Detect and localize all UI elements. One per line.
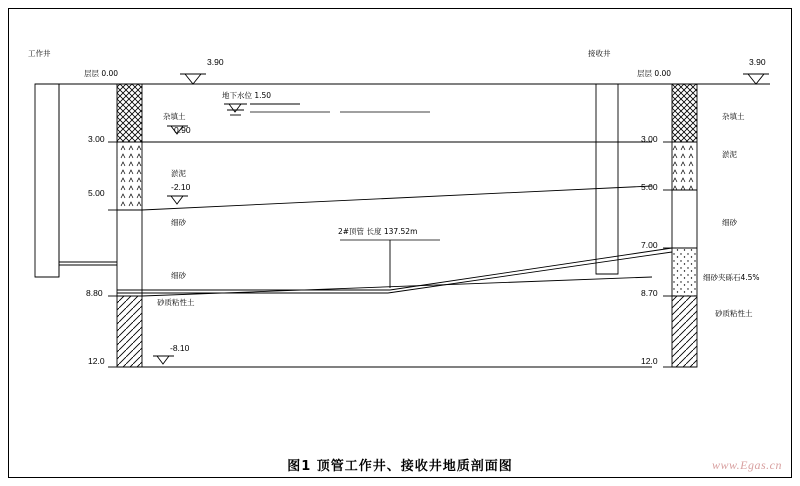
left-layer-3-name: 细砂 [171,271,186,280]
left-ground-level: 3.90 [207,57,224,67]
left-depth-2: 8.80 [86,288,103,298]
right-depth-1: 5.00 [641,182,658,192]
left-layer-0-name: 杂填土 [163,112,186,121]
right-layer-4-name: 砂质粘性土 [715,309,753,318]
left-depth-0: 3.00 [88,134,105,144]
left-layer-2-name: 细砂 [171,218,186,227]
right-ground-level: 3.90 [749,57,766,67]
left-layer-1-name: 淤泥 [171,169,186,178]
pipe-label: 2#顶管 长度 137.52m [338,227,418,236]
left-layer-1-elev: -2.10 [171,182,191,192]
left-depth-3: 12.0 [88,356,105,366]
right-column-header: 层层 0.00 [637,69,672,78]
right-depth-0: 3.00 [641,134,658,144]
right-layer-0-name: 杂填土 [722,112,745,121]
right-layer-3-name: 细砂夹砾石4.5% [703,273,760,282]
right-shaft-title: 接收井 [588,49,611,58]
right-depth-2: 7.00 [641,240,658,250]
left-layer-4-elev: -8.10 [170,343,190,353]
watermark-text: www.Egas.cn [712,458,782,472]
left-column-header: 层层 0.00 [84,69,119,78]
right-layer-1-name: 淤泥 [722,150,737,159]
right-depth-4: 12.0 [641,356,658,366]
figure-caption: 图1 顶管工作井、接收井地质剖面图 [287,459,513,474]
left-depth-1: 5.00 [88,188,105,198]
right-depth-3: 8.70 [641,288,658,298]
water-table-label: 地下水位 1.50 [222,91,272,100]
left-layer-4-name: 砂质粘性土 [157,298,195,307]
left-layer-0-elev: 0.90 [174,125,191,135]
left-shaft-title: 工作井 [28,49,51,58]
right-layer-2-name: 细砂 [722,218,737,227]
